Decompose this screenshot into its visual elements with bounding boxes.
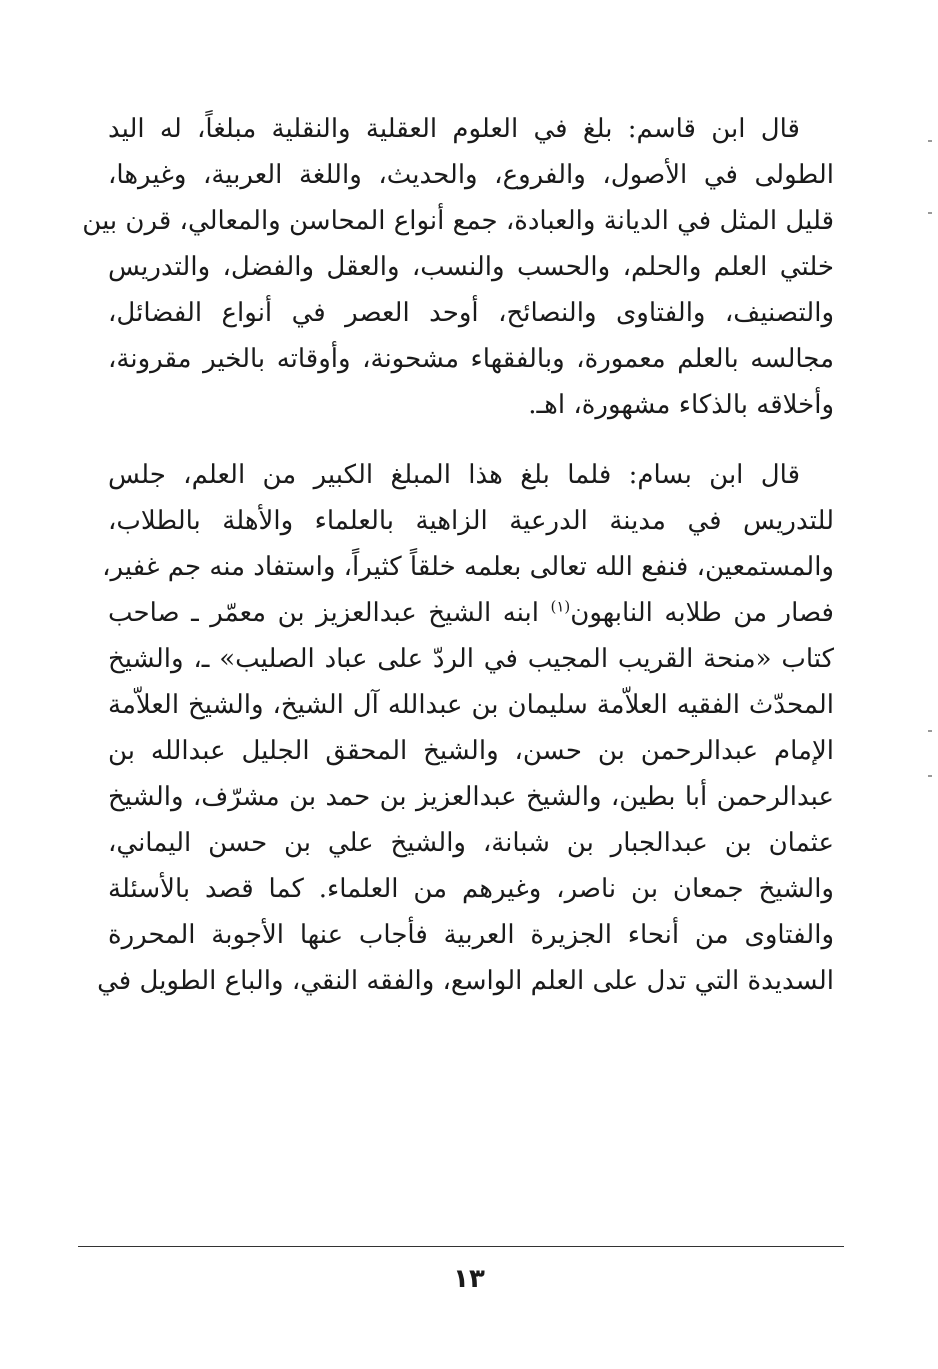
text-line: كتاب «منحة القريب المجيب في الردّ على عباد الصليب» ـ، والشيخ bbox=[108, 644, 834, 674]
footnote-reference[interactable]: (١) bbox=[550, 597, 571, 616]
text-line: المحدّث الفقيه العلاّمة سليمان بن عبدالله آل الشيخ، والشيخ العلاّمة bbox=[108, 690, 834, 720]
text-line: والشيخ جمعان بن ناصر، وغيرهم من العلماء. كما قصد بالأسئلة bbox=[108, 874, 834, 904]
text-line: والتصنيف، والفتاوى والنصائح، أوحد العصر في أنواع الفضائل، bbox=[108, 298, 834, 328]
text-line: السديدة التي تدل على العلم الواسع، والفقه النقي، والباع الطويل في bbox=[97, 966, 834, 996]
text-line-with-footnote bbox=[108, 590, 834, 636]
text-line: والفتاوى من أنحاء الجزيرة العربية فأجاب عنها الأجوبة المحررة bbox=[108, 920, 834, 950]
text-segment: ابنه الشيخ عبدالعزيز بن معمّر ـ صاحب bbox=[108, 598, 551, 628]
text-line: قليل المثل في الديانة والعبادة، جمع أنواع المحاسن والمعالي، قرن بين bbox=[82, 206, 834, 236]
page-number: ١٣ bbox=[453, 1264, 485, 1294]
text-line: وأخلاقه بالذكاء مشهورة، اهـ. bbox=[528, 390, 834, 420]
text-line: الطولى في الأصول، والفروع، والحديث، واللغة العربية، وغيرها، bbox=[108, 160, 834, 190]
text-line: مجالسه بالعلم معمورة، وبالفقهاء مشحونة، وأوقاته بالخير مقرونة، bbox=[108, 344, 834, 374]
text-line: قال ابن قاسم: بلغ في العلوم العقلية والنقلية مبلغاً، له اليد bbox=[108, 114, 800, 144]
text-line: عبدالرحمن أبا بطين، والشيخ عبدالعزيز بن حمد بن مشرّف، والشيخ bbox=[108, 782, 834, 812]
paragraph-ibn-qasim bbox=[82, 106, 834, 428]
paragraph-ibn-bassam bbox=[97, 452, 834, 1004]
text-line: والمستمعين، فنفع الله تعالى بعلمه خلقاً كثيراً، واستفاد منه جم غفير، bbox=[102, 552, 834, 582]
text-line: خلتي العلم والحلم، والحسب والنسب، والعقل والفضل، والتدريس bbox=[108, 252, 834, 282]
text-segment: فصار من طلابه النابهون bbox=[570, 598, 834, 628]
text-line: الإمام عبدالرحمن بن حسن، والشيخ المحقق الجليل عبدالله بن bbox=[108, 736, 834, 766]
scan-margin-mark bbox=[928, 212, 932, 214]
scan-margin-mark bbox=[928, 730, 932, 732]
text-line: للتدريس في مدينة الدرعية الزاهية بالعلماء والأهلة بالطلاب، bbox=[108, 506, 834, 536]
text-line: قال ابن بسام: فلما بلغ هذا المبلغ الكبير من العلم، جلس bbox=[108, 460, 800, 490]
scan-margin-mark bbox=[928, 775, 932, 777]
text-line: عثمان بن عبدالجبار بن شبانة، والشيخ علي بن حسن اليماني، bbox=[108, 828, 834, 858]
scan-margin-mark bbox=[928, 140, 932, 142]
footnote-separator bbox=[78, 1246, 844, 1247]
